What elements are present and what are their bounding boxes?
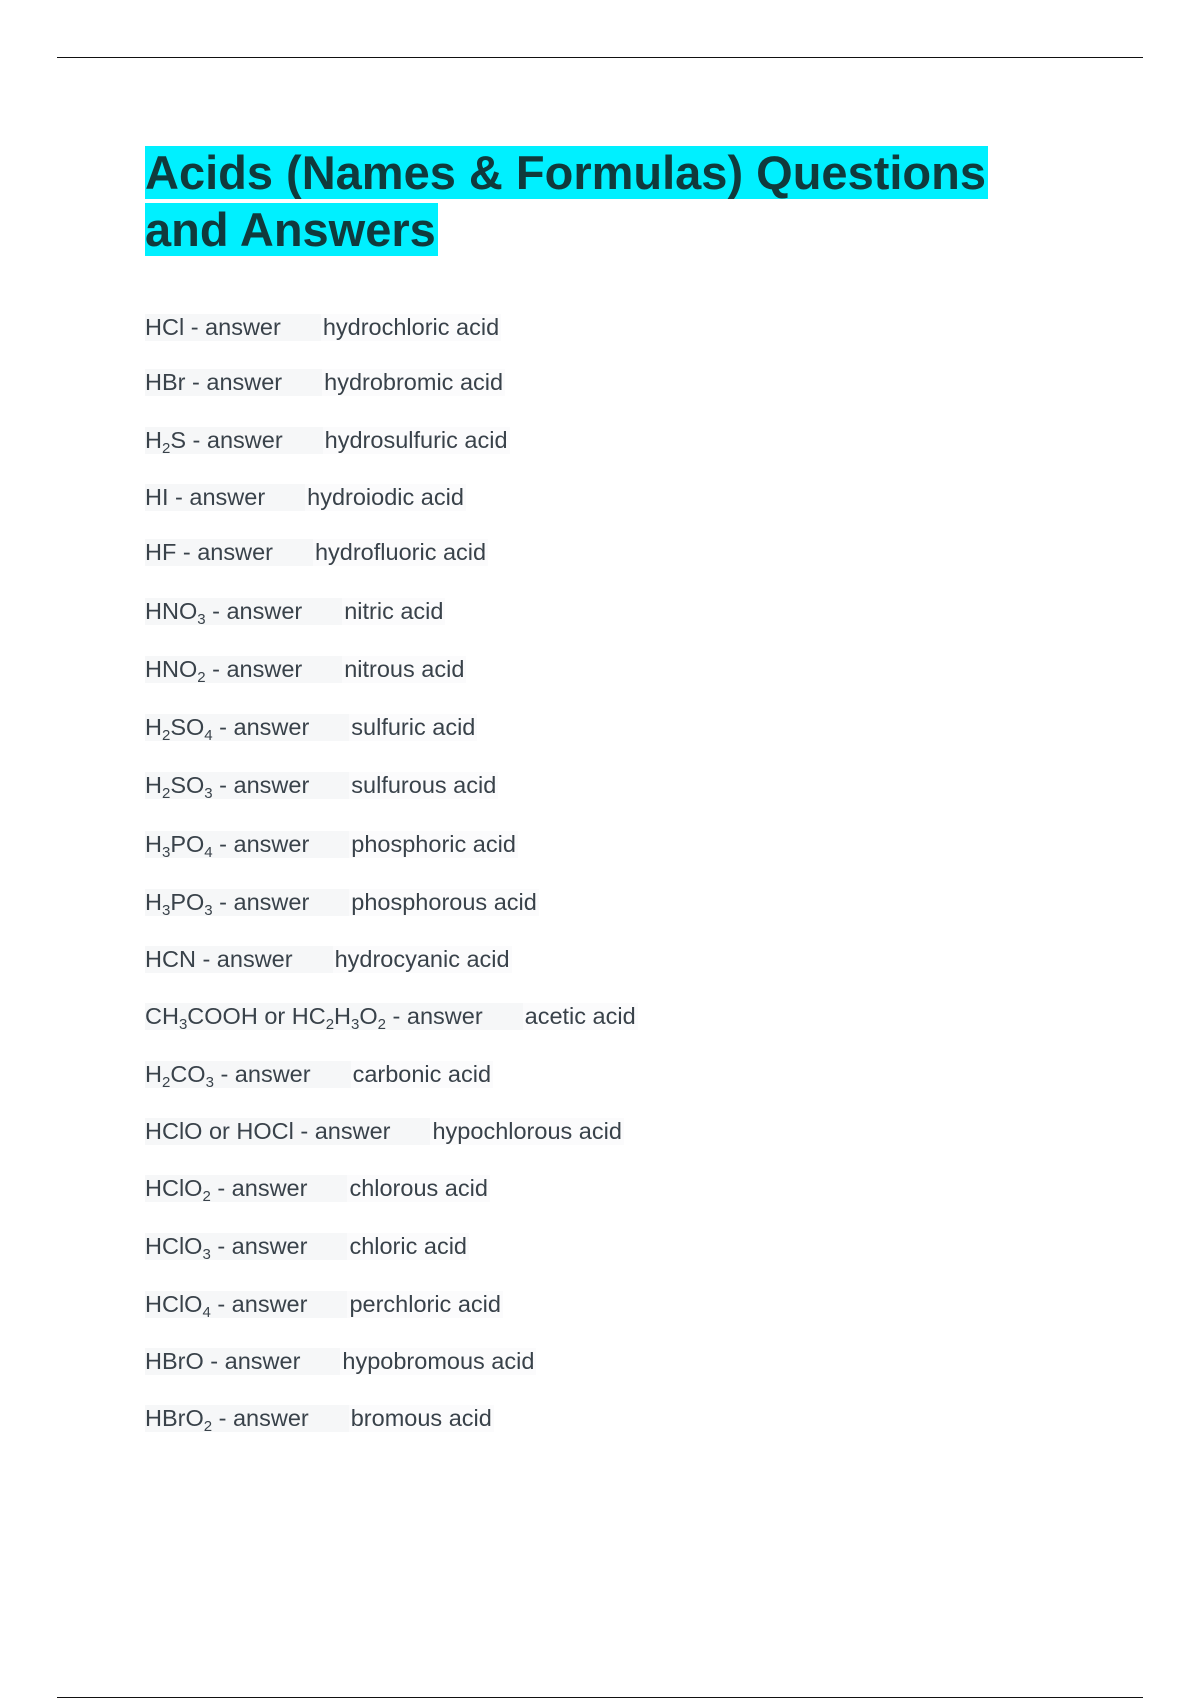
- qa-question: [145, 1404, 349, 1435]
- formula-subscript: 2: [161, 1073, 171, 1091]
- qa-question: [145, 484, 305, 511]
- qa-answer: nitric acid: [344, 597, 444, 624]
- qa-row: [145, 481, 466, 513]
- qa-question: [145, 1174, 347, 1205]
- qa-answer: bromous acid: [350, 1404, 492, 1431]
- footer-rule: [57, 1697, 1143, 1698]
- answer-label: - answer: [386, 1002, 483, 1029]
- formula-subscript: 3: [204, 784, 213, 802]
- qa-question: [145, 655, 342, 686]
- formula-text: CH: [145, 1002, 179, 1029]
- formula-subscript: 4: [202, 1303, 211, 1321]
- document-title-text: Acids (Names & Formulas) Questions and Answers: [145, 146, 986, 256]
- answer-label: - answer: [212, 830, 310, 857]
- qa-row: [145, 711, 477, 743]
- qa-row: [145, 1172, 490, 1204]
- formula-text: HBrO: [145, 1404, 204, 1431]
- qa-answer: chlorous acid: [349, 1174, 488, 1201]
- qa-answer: carbonic acid: [352, 1060, 492, 1087]
- qa-row: [145, 424, 510, 456]
- formula-subscript: 4: [204, 726, 213, 744]
- qa-answer: hypobromous acid: [342, 1347, 535, 1374]
- formula-text: SO: [170, 771, 205, 798]
- formula-text: H: [145, 426, 162, 453]
- answer-label: - answer: [212, 1404, 309, 1431]
- answer-label: - answer: [210, 1232, 308, 1259]
- formula-subscript: 3: [161, 843, 171, 861]
- qa-answer: hydrofluoric acid: [314, 538, 487, 565]
- formula-text: H: [145, 771, 162, 798]
- answer-label: - answer: [210, 1290, 308, 1317]
- answer-label: - answer: [210, 1174, 308, 1201]
- qa-row: [145, 1115, 624, 1147]
- formula-subscript: 2: [202, 1187, 211, 1205]
- formula-subscript: 2: [161, 784, 171, 802]
- qa-answer: phosphorous acid: [351, 888, 537, 915]
- qa-answer: nitrous acid: [344, 655, 465, 682]
- formula-subscript: 2: [325, 1015, 335, 1033]
- qa-question: [145, 314, 321, 341]
- answer-label: - answer: [212, 771, 310, 798]
- formula-text: H: [145, 713, 162, 740]
- formula-subscript: 3: [205, 1073, 214, 1091]
- qa-answer: hydrocyanic acid: [334, 945, 510, 972]
- qa-question: [145, 1232, 347, 1263]
- qa-question: [145, 888, 349, 919]
- formula-text: COOH or HC: [187, 1002, 326, 1029]
- formula-subscript: 2: [161, 439, 171, 457]
- qa-row: [145, 1230, 469, 1262]
- answer-label: - answer: [212, 713, 310, 740]
- qa-row: [145, 1000, 638, 1032]
- formula-text: H: [145, 888, 162, 915]
- qa-question: [145, 1348, 340, 1375]
- qa-question: [145, 830, 349, 861]
- formula-subscript: 3: [161, 901, 171, 919]
- formula-text: CO: [170, 1060, 206, 1087]
- answer-label: - answer: [205, 597, 303, 624]
- qa-answer: hydrobromic acid: [324, 368, 504, 395]
- qa-question: [145, 771, 349, 802]
- formula-text: HCl: [145, 313, 185, 340]
- qa-answer: hydrochloric acid: [322, 313, 500, 340]
- qa-question: [145, 1290, 347, 1321]
- qa-question: [145, 1060, 351, 1091]
- qa-question: [145, 426, 323, 457]
- qa-row: [145, 886, 539, 918]
- answer-label: - answer: [205, 655, 303, 682]
- formula-text: S: [170, 426, 187, 453]
- formula-subscript: 2: [377, 1015, 386, 1033]
- formula-subscript: 2: [161, 726, 171, 744]
- formula-text: HClO or HOCl: [145, 1117, 294, 1144]
- formula-subscript: 3: [178, 1015, 188, 1033]
- formula-text: PO: [170, 830, 205, 857]
- qa-question: [145, 713, 349, 744]
- qa-answer: phosphoric acid: [351, 830, 516, 857]
- qa-row: [145, 1402, 494, 1434]
- answer-label: - answer: [184, 313, 281, 340]
- qa-question: [145, 1118, 430, 1145]
- formula-text: H: [145, 1060, 162, 1087]
- formula-subscript: 2: [203, 1417, 213, 1435]
- answer-label: - answer: [203, 1347, 301, 1374]
- formula-subscript: 3: [197, 610, 206, 628]
- formula-text: HI: [145, 483, 169, 510]
- qa-row: [145, 828, 518, 860]
- formula-text: O: [359, 1002, 378, 1029]
- formula-subscript: 2: [197, 668, 206, 686]
- qa-answer: acetic acid: [524, 1002, 636, 1029]
- qa-row: [145, 1345, 536, 1377]
- formula-text: HClO: [145, 1232, 203, 1259]
- qa-question: [145, 946, 333, 973]
- qa-row: [145, 653, 466, 685]
- formula-text: HBr: [145, 368, 186, 395]
- qa-question: [145, 597, 342, 628]
- qa-answer: hydroiodic acid: [307, 483, 464, 510]
- formula-subscript: 3: [204, 901, 213, 919]
- qa-row: [145, 943, 512, 975]
- formula-subscript: 3: [202, 1245, 211, 1263]
- qa-row: [145, 769, 498, 801]
- qa-answer: hypochlorous acid: [432, 1117, 622, 1144]
- answer-label: - answer: [176, 538, 273, 565]
- formula-text: SO: [170, 713, 205, 740]
- qa-row: [145, 1288, 503, 1320]
- answer-label: - answer: [186, 426, 283, 453]
- qa-question: [145, 369, 322, 396]
- formula-text: HF: [145, 538, 177, 565]
- formula-text: H: [334, 1002, 352, 1029]
- qa-question: [145, 1002, 523, 1033]
- formula-subscript: 4: [204, 843, 213, 861]
- formula-text: HNO: [145, 597, 198, 624]
- qa-row: [145, 366, 505, 398]
- answer-label: - answer: [213, 1060, 311, 1087]
- formula-subscript: 3: [351, 1015, 360, 1033]
- formula-text: PO: [170, 888, 205, 915]
- answer-label: - answer: [195, 945, 293, 972]
- formula-text: HClO: [145, 1174, 203, 1201]
- qa-answer: hydrosulfuric acid: [324, 426, 508, 453]
- qa-answer: sulfuric acid: [351, 713, 476, 740]
- formula-text: HCN: [145, 945, 196, 972]
- formula-text: HNO: [145, 655, 198, 682]
- answer-label: - answer: [293, 1117, 391, 1144]
- qa-answer: sulfurous acid: [351, 771, 497, 798]
- formula-text: HBrO: [145, 1347, 204, 1374]
- answer-label: - answer: [168, 483, 266, 510]
- qa-row: [145, 536, 488, 568]
- qa-answer: perchloric acid: [349, 1290, 501, 1317]
- formula-text: HClO: [145, 1290, 203, 1317]
- formula-text: H: [145, 830, 162, 857]
- qa-row: [145, 311, 501, 343]
- answer-label: - answer: [185, 368, 283, 395]
- qa-question: [145, 539, 313, 566]
- qa-answer: chloric acid: [349, 1232, 467, 1259]
- qa-row: [145, 595, 445, 627]
- qa-row: [145, 1058, 493, 1090]
- answer-label: - answer: [212, 888, 310, 915]
